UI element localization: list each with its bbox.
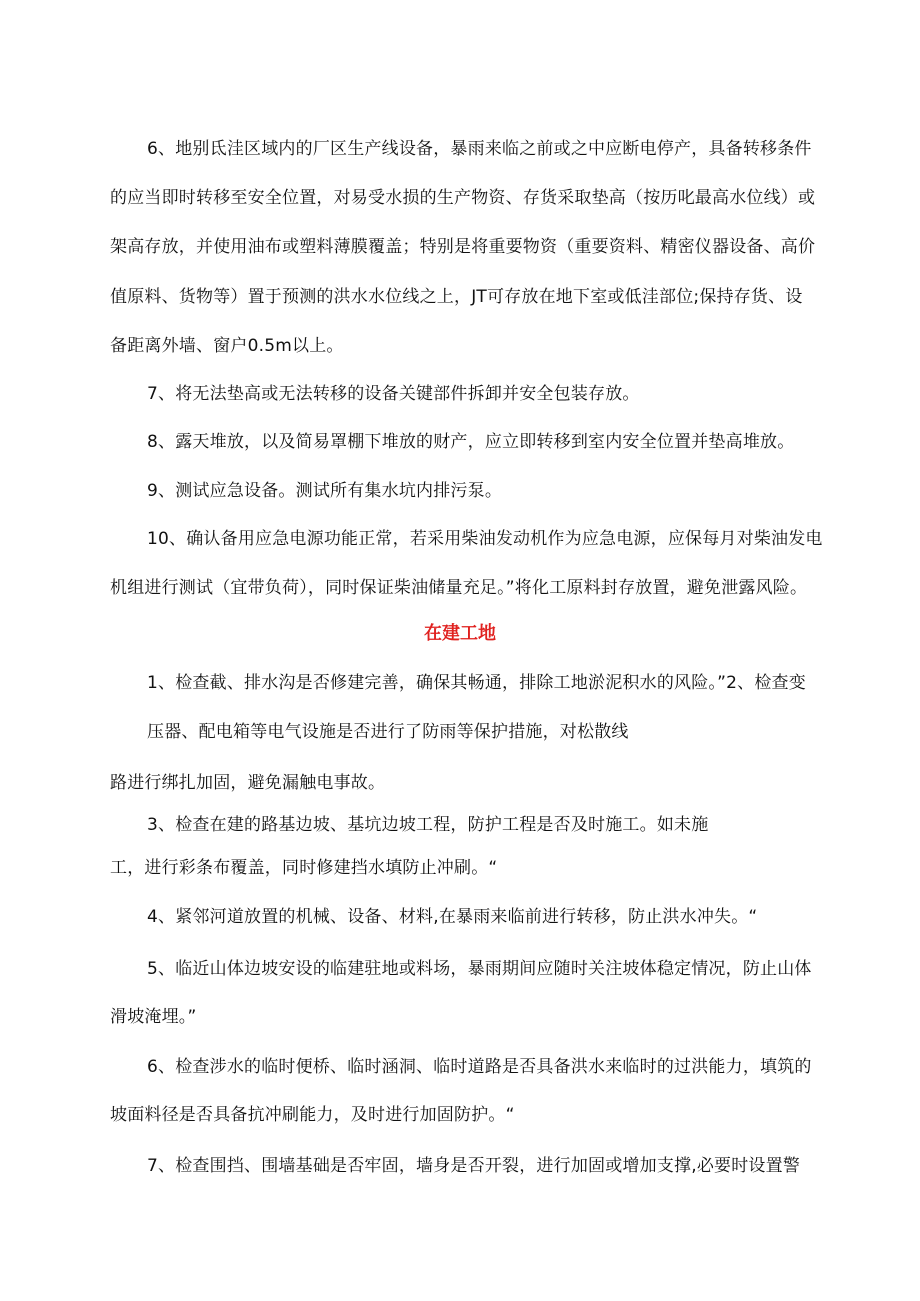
paragraph-6-line-5: 备距离外墙、窗户0.5m以上。 <box>110 336 344 356</box>
paragraph-8: 8、露天堆放，以及简易罩棚下堆放的财产，应立即转移到室内安全位置并垫高堆放。 <box>147 432 795 452</box>
site-item-5-line-1: 5、临近山体边坡安设的临建驻地或料场，暴雨期间应随时关注坡体稳定情况，防止山体 <box>147 959 812 979</box>
site-item-3-line-2: 工，进行彩条布覆盖，同时修建挡水填防止冲刷。“ <box>110 858 498 878</box>
site-item-6-line-2: 坡面料径是否具备抗冲刷能力，及时进行加固防护。“ <box>110 1105 515 1125</box>
paragraph-10-line-2: 机组进行测试（宜带负荷），同时保证柴油储量充足。”将化工原料封存放置，避免泄露风险。 <box>110 578 808 598</box>
site-item-1-line-2: 压器、配电箱等电气设施是否进行了防雨等保护措施，对松散线 <box>147 722 629 742</box>
paragraph-10-line-1: 10、确认备用应急电源功能正常，若采用柴油发动机作为应急电源，应保每月对柴油发电 <box>147 529 823 549</box>
site-item-3-line-1: 3、检查在建的路基边坡、基坑边坡工程，防护工程是否及时施工。如未施 <box>147 815 709 835</box>
site-item-7: 7、检查围挡、围墙基础是否牢固，墙身是否开裂，进行加固或增加支撑,必要时设置警 <box>147 1156 801 1176</box>
paragraph-6-line-4: 值原料、货物等）置于预测的洪水水位线之上，JT可存放在地下室或低洼部位;保持存货、设 <box>110 287 803 307</box>
section-heading: 在建工地 <box>424 623 496 644</box>
site-item-5-line-2: 滑坡淹埋。” <box>110 1007 197 1027</box>
paragraph-7: 7、将无法垫高或无法转移的设备关键部件拆卸并安全包装存放。 <box>147 384 640 404</box>
site-item-6-line-1: 6、检查涉水的临时便桥、临时涵洞、临时道路是否具备洪水来临时的过洪能力，填筑的 <box>147 1057 812 1077</box>
paragraph-6-line-2: 的应当即时转移至安全位置，对易受水损的生产物资、存货采取垫高（按历叱最高水位线）或 <box>110 188 816 208</box>
paragraph-6-line-1: 6、地别氐洼区域内的厂区生产线设备，暴雨来临之前或之中应断电停产，具备转移条件 <box>147 139 812 159</box>
site-item-1-line-1: 1、检查截、排水沟是否修建完善，确保其畅通，排除工地淤泥积水的风险。”2、检查变 <box>147 673 806 693</box>
site-item-1-line-3: 路进行绑扎加固，避免漏触电事故。 <box>110 773 386 793</box>
paragraph-9: 9、测试应急设备。测试所有集水坑内排污泵。 <box>147 481 503 501</box>
site-item-4: 4、紧邻河道放置的机械、设备、材料,在暴雨来临前进行转移，防止洪水冲失。“ <box>147 907 758 927</box>
paragraph-6-line-3: 架高存放，并使用油布或塑料薄膜覆盖；特别是将重要物资（重要资料、精密仪器设备、高价 <box>110 237 816 257</box>
